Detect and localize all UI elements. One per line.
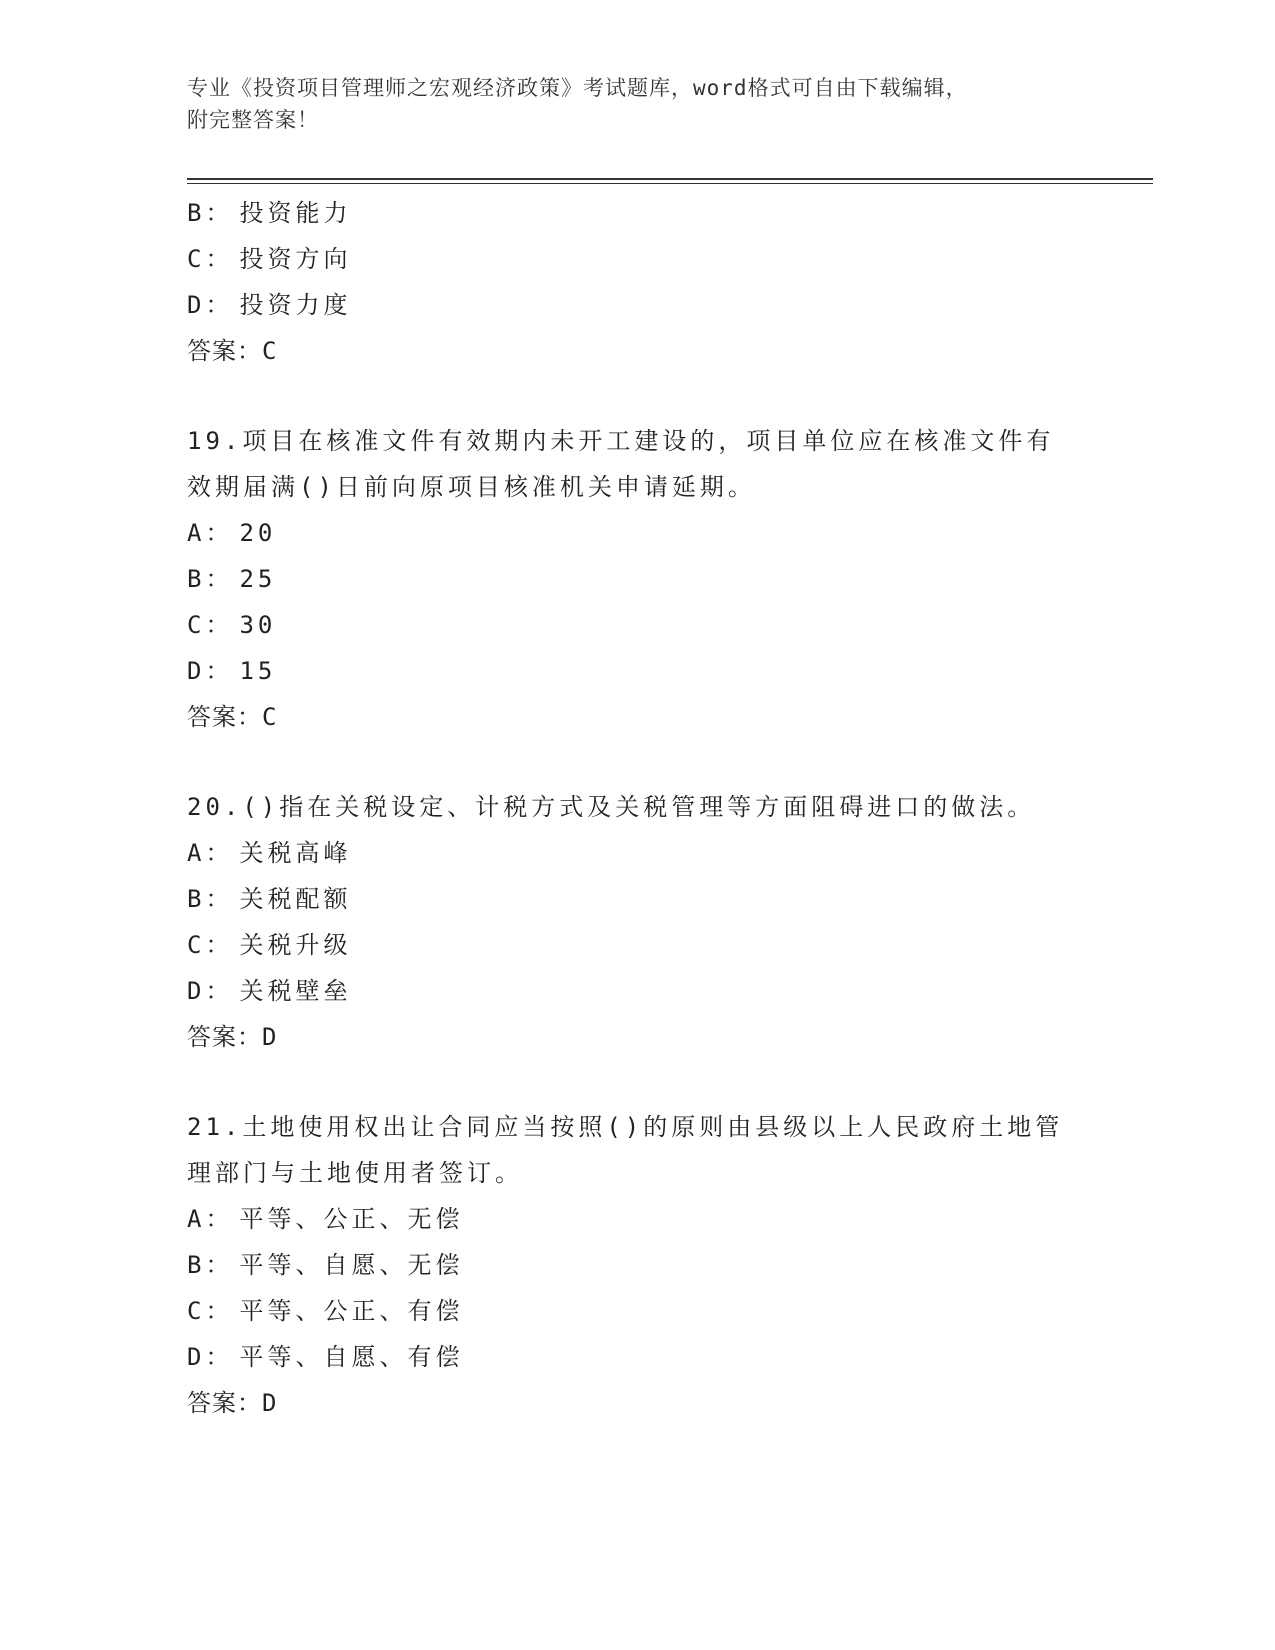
option-c: C： 投资方向	[187, 245, 352, 273]
question-text-line-1: 21.土地使用权出让合同应当按照()的原则由县级以上人民政府土地管	[187, 1113, 1064, 1141]
question-text-line-1: 19.项目在核准文件有效期内未开工建设的，项目单位应在核准文件有	[187, 427, 1055, 455]
option-b: B： 25	[187, 565, 277, 593]
header-line-2: 附完整答案！	[187, 108, 319, 132]
option-b: B： 平等、自愿、无偿	[187, 1251, 464, 1279]
option-a: A： 平等、公正、无偿	[187, 1205, 464, 1233]
question-21	[187, 1104, 1087, 1426]
answer-line: 答案：D	[187, 1023, 278, 1051]
header-divider-thin	[187, 183, 1153, 184]
header-divider-thick	[187, 178, 1153, 180]
option-c: C： 平等、公正、有偿	[187, 1297, 464, 1325]
question-text-line-1: 20.()指在关税设定、计税方式及关税管理等方面阻碍进口的做法。	[187, 793, 1036, 821]
option-d: D： 关税壁垒	[187, 977, 352, 1005]
option-d: D： 15	[187, 657, 277, 685]
question-text-line-2: 效期届满()日前向原项目核准机关申请延期。	[187, 473, 756, 501]
answer-line: 答案：C	[187, 703, 278, 731]
option-c: C： 30	[187, 611, 277, 639]
prev-question-block	[187, 190, 1087, 374]
page-header	[187, 72, 1087, 136]
answer-line: 答案：C	[187, 337, 278, 365]
option-b: B： 关税配额	[187, 885, 352, 913]
question-list	[187, 190, 1087, 1426]
header-line-1: 专业《投资项目管理师之宏观经济政策》考试题库，word格式可自由下载编辑，	[187, 76, 968, 100]
option-b: B： 投资能力	[187, 199, 352, 227]
question-20	[187, 784, 1087, 1060]
answer-line: 答案：D	[187, 1389, 278, 1417]
question-19	[187, 418, 1087, 740]
option-d: D： 投资力度	[187, 291, 352, 319]
option-c: C： 关税升级	[187, 931, 352, 959]
option-a: A： 20	[187, 519, 277, 547]
option-d: D： 平等、自愿、有偿	[187, 1343, 464, 1371]
option-a: A： 关税高峰	[187, 839, 352, 867]
question-text-line-2: 理部门与土地使用者签订。	[187, 1159, 523, 1187]
